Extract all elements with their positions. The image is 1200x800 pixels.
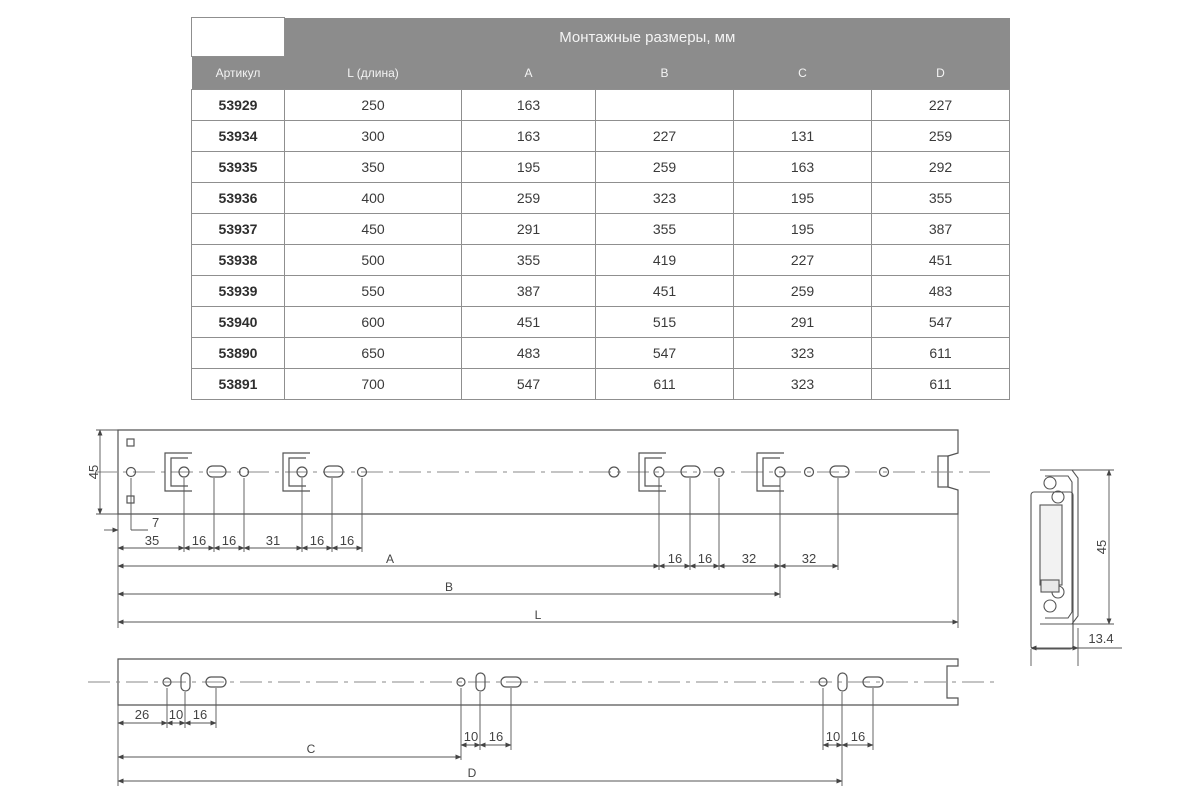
top-rail-bracket-frame	[763, 458, 780, 486]
top-rail-hole	[358, 468, 367, 477]
cell-a: 163	[462, 90, 596, 121]
dim-16: 16	[221, 533, 237, 548]
cell-d: 355	[872, 183, 1010, 214]
column-header-a: A	[462, 57, 596, 90]
bottom-rail-slot	[206, 677, 226, 687]
top-rail-square-hole	[127, 496, 134, 503]
dim-label-d: D	[467, 766, 477, 780]
bottom-rail-hole	[457, 678, 465, 686]
cell-length: 550	[285, 276, 462, 307]
dim-31: 31	[265, 533, 281, 548]
dim-side-height-45: 45	[1094, 539, 1109, 555]
dim-16: 16	[192, 707, 208, 722]
dim-16: 16	[339, 533, 355, 548]
cell-length: 300	[285, 121, 462, 152]
cell-b: 451	[596, 276, 734, 307]
side-profile-ball	[1052, 586, 1064, 598]
table-group-header: Монтажные размеры, мм	[285, 18, 1010, 57]
cell-sku: 53938	[192, 245, 285, 276]
cell-d: 611	[872, 338, 1010, 369]
top-rail-bracket-frame	[171, 458, 188, 486]
cell-c: 131	[734, 121, 872, 152]
table-row	[192, 307, 1010, 338]
table-row	[192, 183, 1010, 214]
bottom-rail-slot-vertical	[181, 673, 190, 691]
side-profile-drawing	[1031, 470, 1078, 649]
top-rail-hole	[179, 467, 189, 477]
cell-d: 387	[872, 214, 1010, 245]
top-rail-end-bracket	[938, 456, 948, 487]
dim-10: 10	[463, 729, 479, 744]
cell-d: 259	[872, 121, 1010, 152]
cell-d: 227	[872, 90, 1010, 121]
top-rail-bracket-frame	[639, 453, 666, 491]
cell-sku: 53935	[192, 152, 285, 183]
top-rail-drawing	[95, 430, 990, 514]
column-header-sku: Артикул	[192, 57, 285, 90]
side-profile-ball	[1044, 600, 1056, 612]
dim-10: 10	[168, 707, 184, 722]
side-profile-channel-inner	[1045, 476, 1072, 618]
cell-a: 547	[462, 369, 596, 400]
cell-d: 483	[872, 276, 1010, 307]
table-body	[192, 90, 1010, 400]
cell-a: 291	[462, 214, 596, 245]
table-row	[192, 276, 1010, 307]
cell-sku: 53934	[192, 121, 285, 152]
side-profile-dimensions	[1031, 470, 1122, 666]
cell-d: 547	[872, 307, 1010, 338]
cell-c: 259	[734, 276, 872, 307]
top-rail-hole	[880, 468, 889, 477]
side-profile-core	[1040, 505, 1062, 585]
cell-d: 292	[872, 152, 1010, 183]
dim-16: 16	[697, 551, 713, 566]
top-rail-bracket-frame	[289, 458, 306, 486]
cell-c: 323	[734, 369, 872, 400]
dim-16: 16	[309, 533, 325, 548]
cell-length: 600	[285, 307, 462, 338]
dim-32: 32	[741, 551, 757, 566]
cell-sku: 53929	[192, 90, 285, 121]
cell-a: 195	[462, 152, 596, 183]
cell-c: 227	[734, 245, 872, 276]
bottom-rail-dimensions	[118, 688, 873, 786]
dim-35: 35	[144, 533, 160, 548]
cell-b	[596, 90, 734, 121]
dim-label-c: C	[306, 742, 316, 756]
dim-26: 26	[134, 707, 150, 722]
cell-sku: 53937	[192, 214, 285, 245]
cell-b: 227	[596, 121, 734, 152]
bottom-rail-slot	[501, 677, 521, 687]
cell-d: 611	[872, 369, 1010, 400]
cell-a: 483	[462, 338, 596, 369]
cell-length: 450	[285, 214, 462, 245]
dim-label-a: A	[385, 552, 395, 566]
cell-d: 451	[872, 245, 1010, 276]
bottom-rail-slot-vertical	[476, 673, 485, 691]
top-rail-hole	[715, 468, 724, 477]
table-corner-cell	[192, 18, 285, 57]
bottom-rail-drawing	[88, 659, 995, 705]
top-rail-outline	[118, 430, 958, 514]
top-rail-bracket-frame	[165, 453, 192, 491]
cell-sku: 53891	[192, 369, 285, 400]
cell-length: 350	[285, 152, 462, 183]
table-column-header-row	[192, 57, 1010, 90]
top-rail-slot	[324, 466, 343, 477]
bottom-rail-outline	[118, 659, 958, 705]
top-rail-hole	[609, 467, 619, 477]
cell-length: 650	[285, 338, 462, 369]
dim-32: 32	[801, 551, 817, 566]
bottom-rail-slot	[863, 677, 883, 687]
cell-sku: 53936	[192, 183, 285, 214]
cell-sku: 53890	[192, 338, 285, 369]
dim-side-width-13-4: 13.4	[1088, 631, 1114, 646]
top-rail-square-hole	[127, 439, 134, 446]
table-row	[192, 245, 1010, 276]
cell-c: 291	[734, 307, 872, 338]
top-rail-hole	[654, 467, 664, 477]
table-row	[192, 214, 1010, 245]
cell-sku: 53939	[192, 276, 285, 307]
dim-label-b: B	[444, 580, 454, 594]
cell-a: 259	[462, 183, 596, 214]
column-header-b: B	[596, 57, 734, 90]
table-row	[192, 121, 1010, 152]
cell-length: 400	[285, 183, 462, 214]
cell-b: 419	[596, 245, 734, 276]
cell-a: 451	[462, 307, 596, 338]
cell-c	[734, 90, 872, 121]
top-rail-hole	[240, 468, 249, 477]
table-row	[192, 338, 1010, 369]
top-rail-dimension-text	[86, 465, 816, 622]
side-profile-clip	[1041, 580, 1059, 592]
table-row	[192, 369, 1010, 400]
cell-length: 500	[285, 245, 462, 276]
side-profile-ball	[1052, 491, 1064, 503]
side-profile-ball	[1044, 477, 1056, 489]
dim-height-45: 45	[86, 464, 101, 480]
top-rail-bracket-frame	[283, 453, 310, 491]
cell-a: 387	[462, 276, 596, 307]
top-rail-slot	[681, 466, 700, 477]
top-rail-bracket-frame	[757, 453, 784, 491]
table-row	[192, 152, 1010, 183]
side-profile-outline	[1031, 492, 1073, 649]
dim-label-l: L	[534, 608, 542, 622]
dim-16: 16	[850, 729, 866, 744]
cell-c: 195	[734, 183, 872, 214]
mounting-dimensions-table	[191, 17, 1010, 400]
top-rail-dimensions	[96, 430, 958, 628]
bottom-rail-hole	[163, 678, 171, 686]
cell-b: 611	[596, 369, 734, 400]
dim-16: 16	[191, 533, 207, 548]
cell-b: 355	[596, 214, 734, 245]
table-row	[192, 90, 1010, 121]
bottom-rail-slot-vertical	[838, 673, 847, 691]
cell-a: 163	[462, 121, 596, 152]
bottom-rail-dimension-text	[135, 707, 865, 780]
top-rail-slot	[207, 466, 226, 477]
cell-c: 323	[734, 338, 872, 369]
bottom-rail-hole	[819, 678, 827, 686]
cell-b: 515	[596, 307, 734, 338]
table-group-header-row	[192, 18, 1010, 57]
cell-b: 323	[596, 183, 734, 214]
cell-sku: 53940	[192, 307, 285, 338]
column-header-length: L (длина)	[285, 57, 462, 90]
cell-a: 355	[462, 245, 596, 276]
dim-offset-7: 7	[152, 515, 160, 530]
top-rail-hole	[805, 468, 814, 477]
cell-length: 250	[285, 90, 462, 121]
dim-10: 10	[825, 729, 841, 744]
dim-16: 16	[488, 729, 504, 744]
top-rail-hole	[127, 468, 136, 477]
column-header-c: C	[734, 57, 872, 90]
side-profile-dimension-text	[1088, 540, 1113, 646]
cell-length: 700	[285, 369, 462, 400]
dim-16: 16	[667, 551, 683, 566]
top-rail-slot	[830, 466, 849, 477]
top-rail-hole	[775, 467, 785, 477]
top-rail-hole	[297, 467, 307, 477]
column-header-d: D	[872, 57, 1010, 90]
cell-c: 195	[734, 214, 872, 245]
cell-b: 547	[596, 338, 734, 369]
cell-c: 163	[734, 152, 872, 183]
side-profile-channel	[1040, 470, 1078, 624]
cell-b: 259	[596, 152, 734, 183]
top-rail-bracket-frame	[645, 458, 662, 486]
